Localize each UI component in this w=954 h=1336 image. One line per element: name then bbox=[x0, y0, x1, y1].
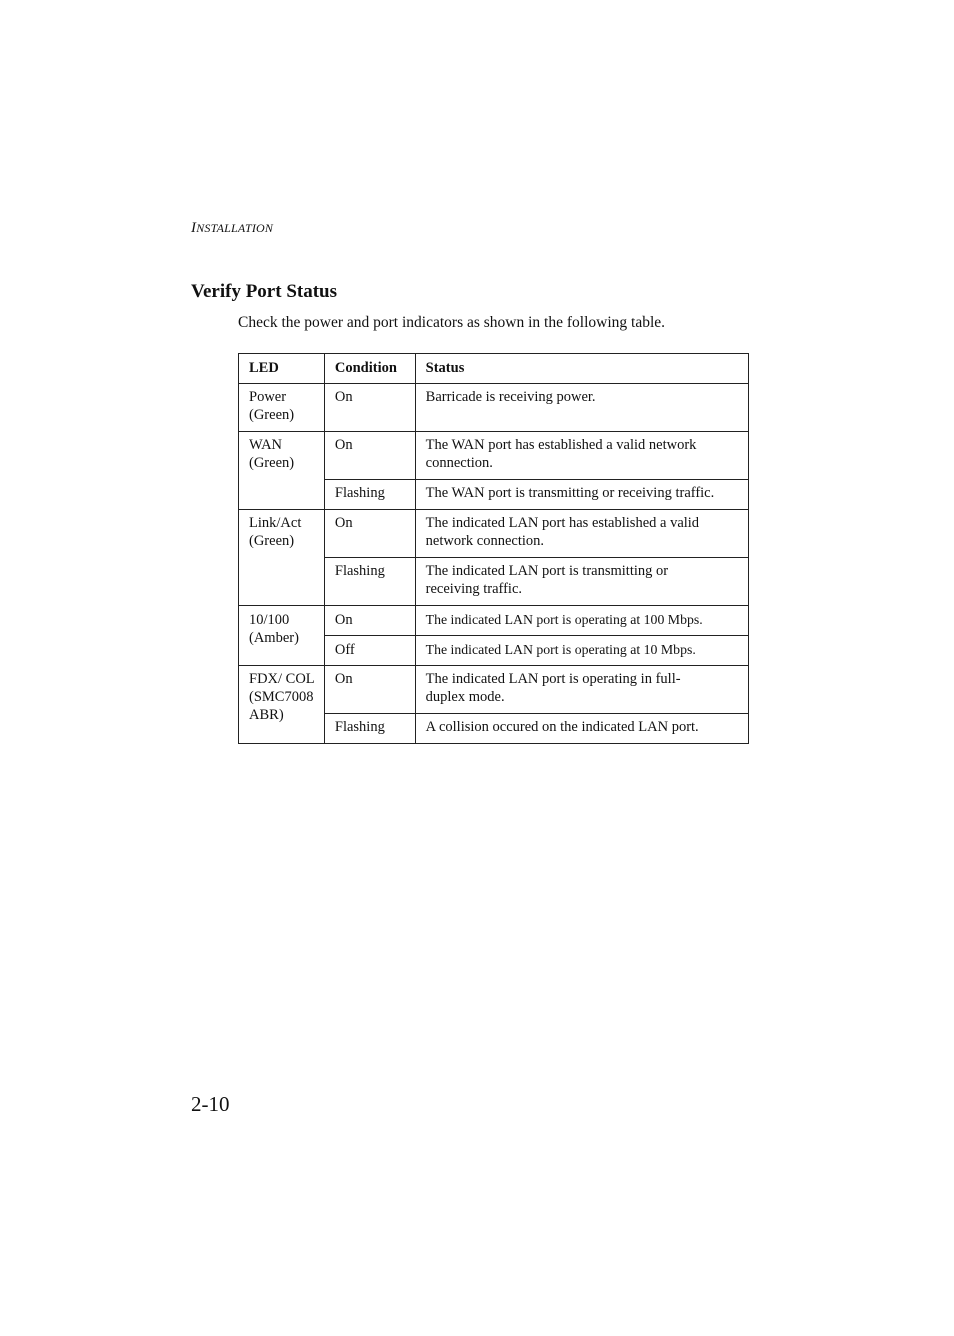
led-cell: WAN (Green) bbox=[239, 432, 325, 510]
table-header-row bbox=[239, 354, 749, 384]
condition-cell: Flashing bbox=[324, 558, 415, 606]
condition-cell: On bbox=[324, 510, 415, 558]
led-status-table bbox=[238, 353, 749, 744]
led-cell: Power (Green) bbox=[239, 384, 325, 432]
led-cell: Link/Act (Green) bbox=[239, 510, 325, 606]
led-cell: FDX/ COL (SMC7008 ABR) bbox=[239, 666, 325, 744]
condition-cell: On bbox=[324, 432, 415, 480]
running-head bbox=[191, 220, 273, 237]
table-row bbox=[239, 666, 749, 714]
intro-paragraph: Check the power and port indicators as shown in the following table. bbox=[238, 314, 666, 331]
page-number: 2-10 bbox=[191, 1092, 230, 1116]
running-head-rest: NSTALLATION bbox=[196, 221, 274, 235]
led-cell: 10/100 (Amber) bbox=[239, 606, 325, 666]
status-cell: Barricade is receiving power. bbox=[415, 384, 748, 432]
table-row bbox=[239, 432, 749, 480]
condition-cell: On bbox=[324, 384, 415, 432]
header-led: LED bbox=[239, 354, 325, 384]
header-status: Status bbox=[415, 354, 748, 384]
status-cell: The WAN port is transmitting or receiving traffic. bbox=[415, 480, 748, 510]
table-row bbox=[239, 510, 749, 558]
condition-cell: Off bbox=[324, 636, 415, 666]
status-cell: A collision occured on the indicated LAN port. bbox=[415, 714, 748, 744]
status-cell: The indicated LAN port has established a valid network connection. bbox=[415, 510, 748, 558]
status-cell: The indicated LAN port is operating at 100 Mbps. bbox=[415, 606, 748, 636]
condition-cell: Flashing bbox=[324, 714, 415, 744]
status-cell: The indicated LAN port is transmitting or receiving traffic. bbox=[415, 558, 748, 606]
header-condition: Condition bbox=[324, 354, 415, 384]
section-title: Verify Port Status bbox=[191, 281, 337, 302]
table-row bbox=[239, 384, 749, 432]
condition-cell: On bbox=[324, 606, 415, 636]
status-cell: The WAN port has established a valid network connection. bbox=[415, 432, 748, 480]
status-cell: The indicated LAN port is operating in full-duplex mode. bbox=[415, 666, 748, 714]
running-head-initial: I bbox=[191, 220, 197, 236]
table-row bbox=[239, 606, 749, 636]
condition-cell: Flashing bbox=[324, 480, 415, 510]
status-cell: The indicated LAN port is operating at 10 Mbps. bbox=[415, 636, 748, 666]
condition-cell: On bbox=[324, 666, 415, 714]
